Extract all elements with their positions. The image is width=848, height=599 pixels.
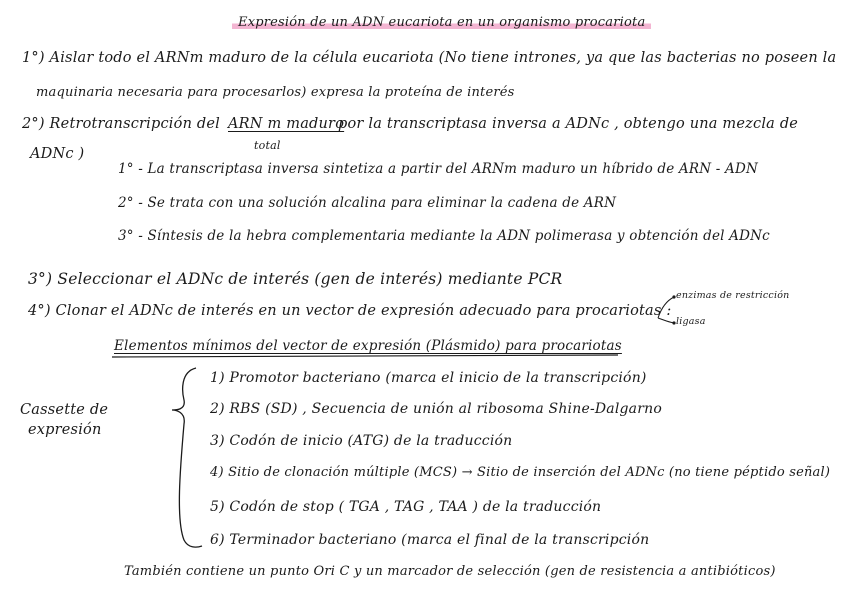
step-2-underlined: ARN m maduro xyxy=(228,116,345,132)
step-2-suffix: por la transcriptasa inversa a ADNc , obtengo una mezcla de xyxy=(338,116,799,132)
step-2-prefix: 2°) Retrotranscripción del xyxy=(22,116,221,132)
step-1-line-1: 1°) Aislar todo el ARNm maduro de la célula eucariota (No tiene intrones, ya que las bacterias no poseen la xyxy=(22,50,837,66)
vector-footer: También contiene un punto Ori C y un marcador de selección (gen de resistencia a antibióticos) xyxy=(124,564,776,579)
step-3: 3°) Seleccionar el ADNc de interés (gen de interés) mediante PCR xyxy=(28,270,563,288)
substep-3: 3° - Síntesis de la hebra complementaria mediante la ADN polimerasa y obtención del ADNc xyxy=(118,228,770,244)
bullet-dot-upper xyxy=(672,295,675,298)
vector-item-2: 2) RBS (SD) , Secuencia de unión al ribosoma Shine-Dalgarno xyxy=(210,401,662,417)
cassette-label-line-2: expresión xyxy=(28,422,102,438)
vector-heading: Elementos mínimos del vector de expresión (Plásmido) para procariotas xyxy=(114,338,622,354)
vector-item-5: 5) Codón de stop ( TGA , TAG , TAA ) de la traducción xyxy=(210,499,602,515)
step-4: 4°) Clonar el ADNc de interés en un vector de expresión adecuado para procariotas : xyxy=(28,303,672,319)
cassette-brace-icon xyxy=(172,368,202,547)
step-2-wrap: ADNc ) xyxy=(30,146,85,162)
branch-line-lower xyxy=(658,318,674,323)
substep-1: 1° - La transcriptasa inversa sintetiza a partir del ARNm maduro un híbrido de ARN - ADN xyxy=(118,161,758,177)
page-title: Expresión de un ADN eucariota en un organismo procariota xyxy=(232,15,651,30)
vector-item-3: 3) Codón de inicio (ATG) de la traducción xyxy=(210,433,513,449)
step-4-side-note-2: ligasa xyxy=(676,316,706,327)
substep-2: 2° - Se trata con una solución alcalina para eliminar la cadena de ARN xyxy=(118,195,617,211)
bullet-dot-lower xyxy=(672,321,675,324)
step-1-line-2: maquinaria necesaria para procesarlos) expresa la proteína de interés xyxy=(36,85,515,100)
vector-item-1: 1) Promotor bacteriano (marca el inicio de la transcripción) xyxy=(210,370,647,386)
vector-item-4: 4) Sitio de clonación múltiple (MCS) → Sitio de inserción del ADNc (no tiene péptido señal) xyxy=(210,465,831,480)
branch-line-upper xyxy=(658,297,674,318)
heading-underline xyxy=(112,355,618,357)
cassette-label-line-1: Cassette de xyxy=(20,402,109,418)
step-4-side-note-1: enzimas de restricción xyxy=(676,290,790,301)
vector-item-6: 6) Terminador bacteriano (marca el final de la transcripción xyxy=(210,532,650,548)
step-2-note: total xyxy=(254,139,281,152)
